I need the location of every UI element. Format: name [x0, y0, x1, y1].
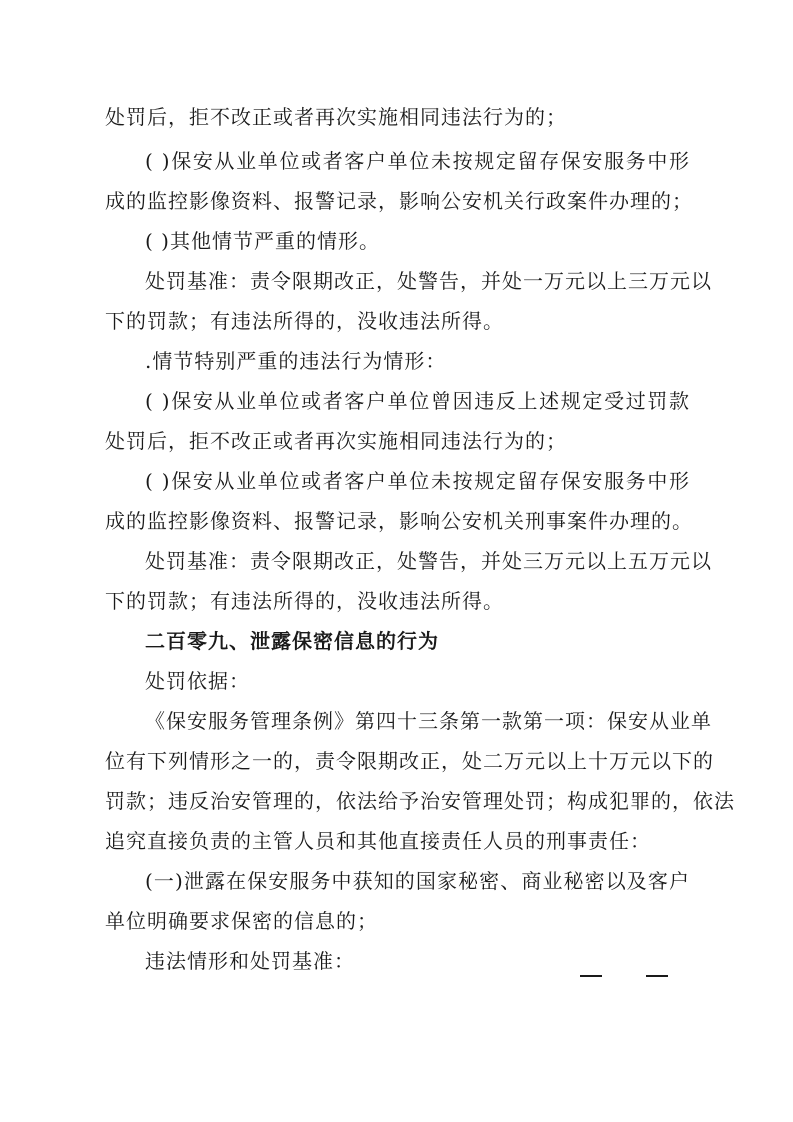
text-line: 处罚基准：责令限期改正，处警告，并处三万元以上五万元以 [145, 549, 712, 573]
text-line: 违法情形和处罚基准： [145, 949, 355, 973]
text-line: .情节特别严重的违法行为情形： [145, 349, 447, 373]
text-line: 罚款；违反治安管理的，依法给予治安管理处罚；构成犯罪的，依法 [105, 789, 735, 813]
text-line: (一)泄露在保安服务中获知的国家秘密、商业秘密以及客户 [145, 869, 690, 893]
text-line: 处罚基准：责令限期改正，处警告，并处一万元以上三万元以 [145, 269, 712, 293]
text-line: 单位明确要求保密的信息的； [105, 909, 378, 933]
text-line: 成的监控影像资料、报警记录，影响公安机关刑事案件办理的。 [105, 509, 693, 533]
text-line: 位有下列情形之一的，责令限期改正，处二万元以上十万元以下的 [105, 749, 714, 773]
text-line: 追究直接负责的主管人员和其他直接责任人员的刑事责任： [105, 829, 651, 853]
section-heading: 二百零九、泄露保密信息的行为 [145, 629, 439, 653]
text-line: ( )其他情节严重的情形。 [145, 229, 380, 253]
page-number-dash-right [646, 975, 668, 977]
text-line: ( )保安从业单位或者客户单位未按规定留存保安服务中形 [145, 469, 690, 493]
page-number-dash-left [580, 975, 602, 977]
text-line: 处罚依据： [145, 669, 250, 693]
text-line: 下的罚款；有违法所得的，没收违法所得。 [105, 309, 504, 333]
text-line: 处罚后，拒不改正或者再次实施相同违法行为的； [105, 105, 567, 129]
text-line: ( )保安从业单位或者客户单位未按规定留存保安服务中形 [145, 149, 690, 173]
text-line: ( )保安从业单位或者客户单位曾因违反上述规定受过罚款 [145, 389, 690, 413]
text-line: 《保安服务管理条例》第四十三条第一款第一项：保安从业单 [145, 709, 712, 733]
text-line: 成的监控影像资料、报警记录，影响公安机关行政案件办理的； [105, 189, 693, 213]
text-line: 处罚后，拒不改正或者再次实施相同违法行为的； [105, 429, 567, 453]
text-line: 下的罚款；有违法所得的，没收违法所得。 [105, 589, 504, 613]
